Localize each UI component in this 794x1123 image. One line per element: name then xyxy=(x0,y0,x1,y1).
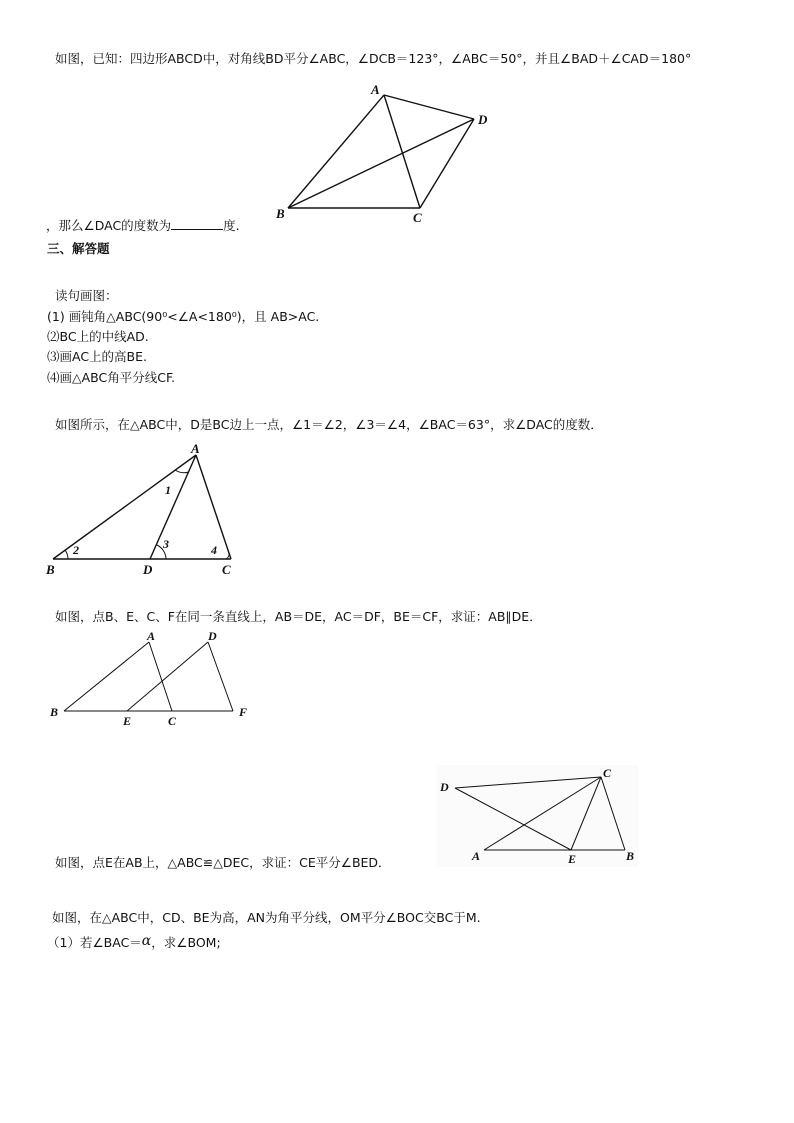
q3-angle-4: 4 xyxy=(211,543,217,557)
q4-label-f: F xyxy=(239,705,248,719)
q1-tail-before: ，那么∠DAC的度数为 xyxy=(46,218,172,233)
q3-label-c: C xyxy=(222,562,231,577)
q2-intro: 读句画图： xyxy=(55,288,118,303)
q3-text: 如图所示，在△ABC中，D是BC边上一点，∠1＝∠2，∠3＝∠4，∠BAC＝63°，求∠DAC的度数． xyxy=(55,417,603,432)
q1-label-c: C xyxy=(413,210,422,225)
q4-label-b: B xyxy=(50,705,59,719)
q1-label-a: A xyxy=(371,82,380,97)
q4-label-d: D xyxy=(208,629,217,643)
q3-angle-3: 3 xyxy=(163,537,169,551)
q2-item-2: ⑵BC上的中线AD. xyxy=(47,329,149,344)
q6-sub1 xyxy=(47,933,221,951)
q6-sub1-after: ，求∠BOM; xyxy=(151,935,221,950)
q6-sub1-before: （1）若∠BAC＝ xyxy=(47,935,142,950)
q1-tail-after: 度. xyxy=(223,218,240,233)
q3-label-b: B xyxy=(46,562,55,577)
q5-label-c: C xyxy=(603,766,612,780)
q3-angle-1: 1 xyxy=(165,483,171,497)
q1-text: 如图，已知：四边形ABCD中，对角线BD平分∠ABC，∠DCB＝123°，∠ABC＝50°，并且∠BAD＋∠CAD＝180° xyxy=(55,51,692,66)
q6-text: 如图，在△ABC中，CD、BE为高，AN为角平分线，OM平分∠BOC交BC于M. xyxy=(52,910,481,925)
q5-label-e: E xyxy=(568,852,577,866)
q5-figure-background xyxy=(437,765,638,867)
q4-text: 如图，点B、E、C、F在同一条直线上，AB＝DE，AC＝DF，BE＝CF，求证：AB∥DE． xyxy=(55,609,542,624)
q4-label-a: A xyxy=(147,629,156,643)
q4-label-c: C xyxy=(168,714,177,728)
q2-item-4: ⑷画△ABC角平分线CF. xyxy=(47,370,176,385)
section-title: 三、解答题 xyxy=(47,241,110,256)
q3-label-a: A xyxy=(191,441,200,456)
q5-label-b: B xyxy=(626,849,635,863)
q2-item-1: (1) 画钝角△ABC(90⁰<∠A<180⁰)，且 AB>AC. xyxy=(47,309,320,324)
q4-label-e: E xyxy=(123,714,132,728)
q6-alpha: α xyxy=(141,933,152,949)
q1-label-d: D xyxy=(478,112,488,127)
q3-angle-2: 2 xyxy=(73,543,79,557)
q5-text: 如图，点E在AB上，△ABC≌△DEC，求证：CE平分∠BED． xyxy=(55,855,391,870)
q1-label-b: B xyxy=(276,206,285,221)
q3-label-d: D xyxy=(143,562,153,577)
q5-label-a: A xyxy=(472,849,481,863)
q5-label-d: D xyxy=(440,780,449,794)
q2-item-3: ⑶画AC上的高BE. xyxy=(47,349,148,364)
